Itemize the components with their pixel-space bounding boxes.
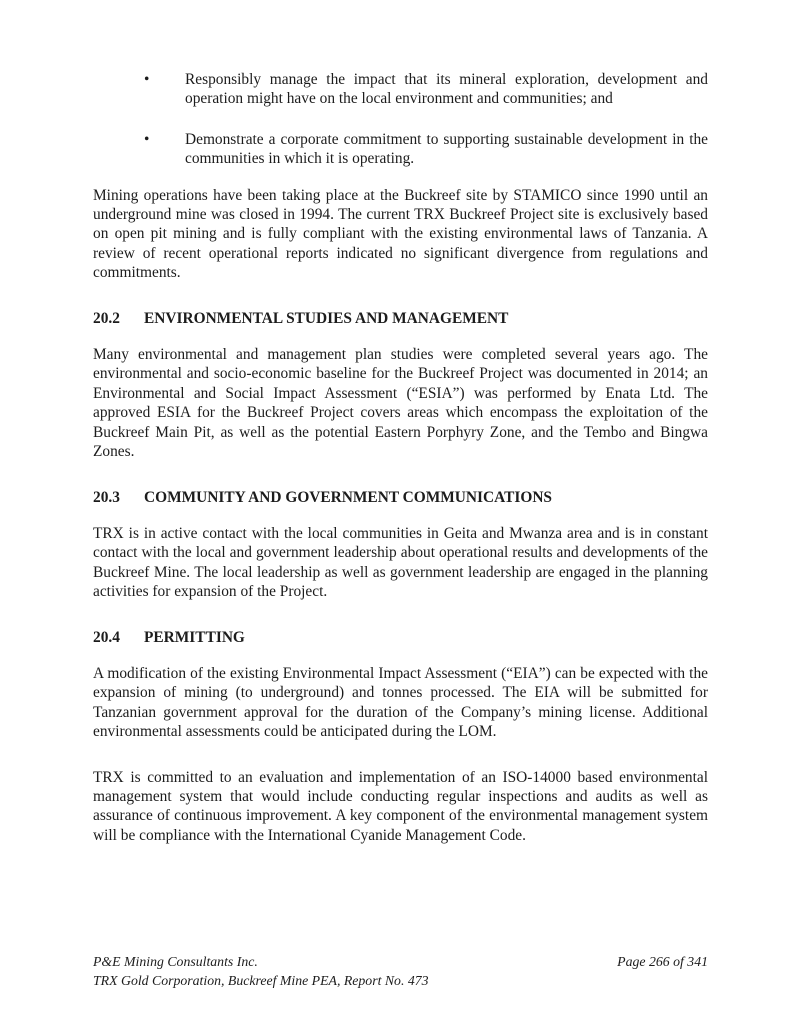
section-paragraph: Many environmental and management plan studies were completed several years ago. The environmental and socio-economic baseline for the Buckreef Project was documented in 2014; an Environmental and Social Impact Assessment (“ESIA”) was performed by Enata Ltd. The approved ESIA for the Buckreef Project covers areas which encompass the exploitation of the Buckreef Main Pit, as well as the potential Eastern Porphyry Zone, and the Tembo and Bingwa Zones. [93,346,708,461]
section-heading-20-4 [93,628,708,647]
bullet-list [93,70,708,169]
footer-report-title: TRX Gold Corporation, Buckreef Mine PEA, Report No. 473 [93,973,429,988]
section-title: COMMUNITY AND GOVERNMENT COMMUNICATIONS [144,488,552,506]
section-number: 20.3 [93,488,120,506]
list-item [144,70,708,109]
list-item [144,130,708,169]
section-heading-20-3 [93,488,708,507]
section-number: 20.2 [93,309,120,327]
footer-page-number: Page 266 of 341 [617,954,708,969]
page-content [93,70,708,871]
section-title: ENVIRONMENTAL STUDIES AND MANAGEMENT [144,309,509,327]
bullet-icon: • [144,130,150,148]
section-number: 20.4 [93,628,120,646]
footer-row [93,952,708,971]
footer-company: P&E Mining Consultants Inc. [93,954,258,969]
section-title: PERMITTING [144,628,245,646]
section-paragraph: TRX is committed to an evaluation and implementation of an ISO-14000 based environmental management system that would include conducting regular inspections and audits as well as assurance of continuous improvement. A key component of the environmental management system will be compliance with the International Cyanide Management Code. [93,768,708,844]
bullet-text: Responsibly manage the impact that its mineral exploration, development and operation might have on the local environment and communities; and [185,71,708,108]
section-paragraph: TRX is in active contact with the local communities in Geita and Mwanza area and is in constant contact with the local and government leadership about operational results and developments of the Buckreef Mine. The local leadership as well as government leadership are engaged in the planning activities for expansion of the Project. [93,524,708,601]
section-paragraph: A modification of the existing Environmental Impact Assessment (“EIA”) can be expected with the expansion of mining (to underground) and tonnes processed. The EIA will be submitted for Tanzanian government approval for the duration of the Company’s mining license. Additional environmental assessments could be anticipated during the LOM. [93,664,708,741]
bullet-icon: • [144,71,150,88]
bullet-text: Demonstrate a corporate commitment to supporting sustainable development in the communities in which it is operating. [185,130,708,168]
intro-paragraph: Mining operations have been taking place at the Buckreef site by STAMICO since 1990 until an underground mine was closed in 1994. The current TRX Buckreef Project site is exclusively based on open pit mining and is fully compliant with the existing environmental laws of Tanzania. A review of recent operational reports indicated no significant divergence from regulations and commitments. [93,186,708,282]
page-footer [93,952,708,990]
section-heading-20-2 [93,309,708,328]
